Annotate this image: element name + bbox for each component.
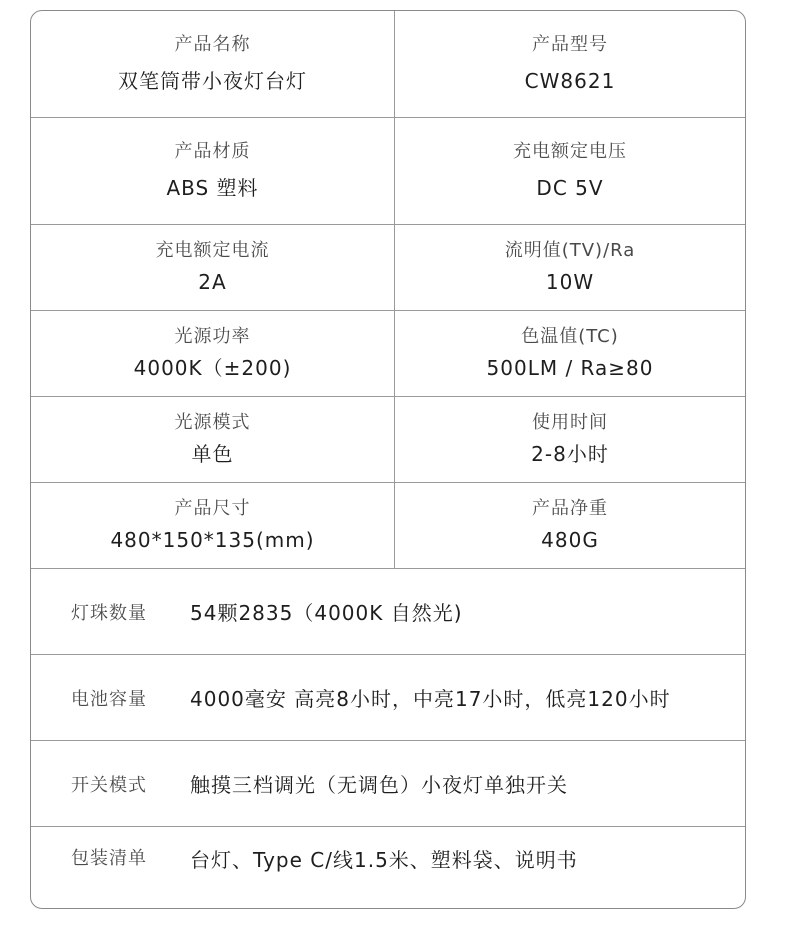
spec-row-package <box>31 827 745 909</box>
spec-table <box>30 10 746 909</box>
spec-row-current-lumen <box>31 225 745 311</box>
spec-value: 触摸三档调光（无调色）小夜灯单独开关 <box>190 773 568 797</box>
spec-value: 2A <box>198 270 227 294</box>
spec-row-switch-mode <box>31 741 745 827</box>
spec-value: 双笔筒带小夜灯台灯 <box>118 69 307 93</box>
spec-cell-material <box>31 118 395 224</box>
spec-cell-product-name <box>31 11 395 117</box>
spec-label: 流明值(TV)/Ra <box>504 240 636 261</box>
spec-value: ABS 塑料 <box>166 176 259 200</box>
spec-label: 产品材质 <box>174 141 251 162</box>
spec-value: 4000毫安 高亮8小时，中亮17小时，低亮120小时 <box>190 687 671 711</box>
spec-label: 灯珠数量 <box>71 602 147 624</box>
spec-label: 使用时间 <box>532 412 608 433</box>
spec-label: 产品型号 <box>532 34 608 55</box>
spec-value: 单色 <box>191 442 234 466</box>
spec-cell-light-power <box>31 311 395 396</box>
spec-cell-color-temp <box>395 311 745 396</box>
spec-value: 10W <box>545 270 595 294</box>
spec-label: 光源功率 <box>174 326 251 347</box>
spec-label: 产品名称 <box>174 34 251 55</box>
spec-row-material-voltage <box>31 118 745 225</box>
spec-row-led-count <box>31 569 745 655</box>
spec-label: 电池容量 <box>71 688 147 710</box>
spec-cell-charge-voltage <box>395 118 745 224</box>
spec-label: 光源模式 <box>174 412 251 433</box>
spec-label: 充电额定电流 <box>155 240 270 261</box>
spec-row-battery <box>31 655 745 741</box>
spec-value: 2-8小时 <box>531 442 609 466</box>
spec-value: 480G <box>541 528 599 552</box>
spec-value: 500LM / Ra≥80 <box>486 356 654 380</box>
spec-label: 色温值(TC) <box>521 326 619 347</box>
spec-label: 开关模式 <box>71 774 147 796</box>
spec-value: 54颗2835（4000K 自然光) <box>190 601 463 625</box>
spec-row-product-name-model <box>31 11 745 118</box>
spec-cell-net-weight <box>395 483 745 568</box>
spec-row-power-color-temp <box>31 311 745 397</box>
spec-label: 充电额定电压 <box>513 141 627 162</box>
spec-label: 包装清单 <box>71 848 147 869</box>
spec-cell-lumen <box>395 225 745 310</box>
spec-value: 4000K（±200) <box>133 356 292 380</box>
spec-cell-light-mode <box>31 397 395 482</box>
spec-row-mode-usage <box>31 397 745 483</box>
spec-cell-product-model <box>395 11 745 117</box>
spec-label: 产品净重 <box>532 498 608 519</box>
spec-row-size-weight <box>31 483 745 569</box>
spec-value: DC 5V <box>536 176 604 200</box>
spec-cell-charge-current <box>31 225 395 310</box>
spec-cell-usage-time <box>395 397 745 482</box>
spec-value: 480*150*135(mm) <box>110 528 315 552</box>
spec-value: CW8621 <box>524 69 616 93</box>
spec-value: 台灯、Type C/线1.5米、塑料袋、说明书 <box>190 848 578 872</box>
spec-cell-product-size <box>31 483 395 568</box>
spec-label: 产品尺寸 <box>174 498 251 519</box>
